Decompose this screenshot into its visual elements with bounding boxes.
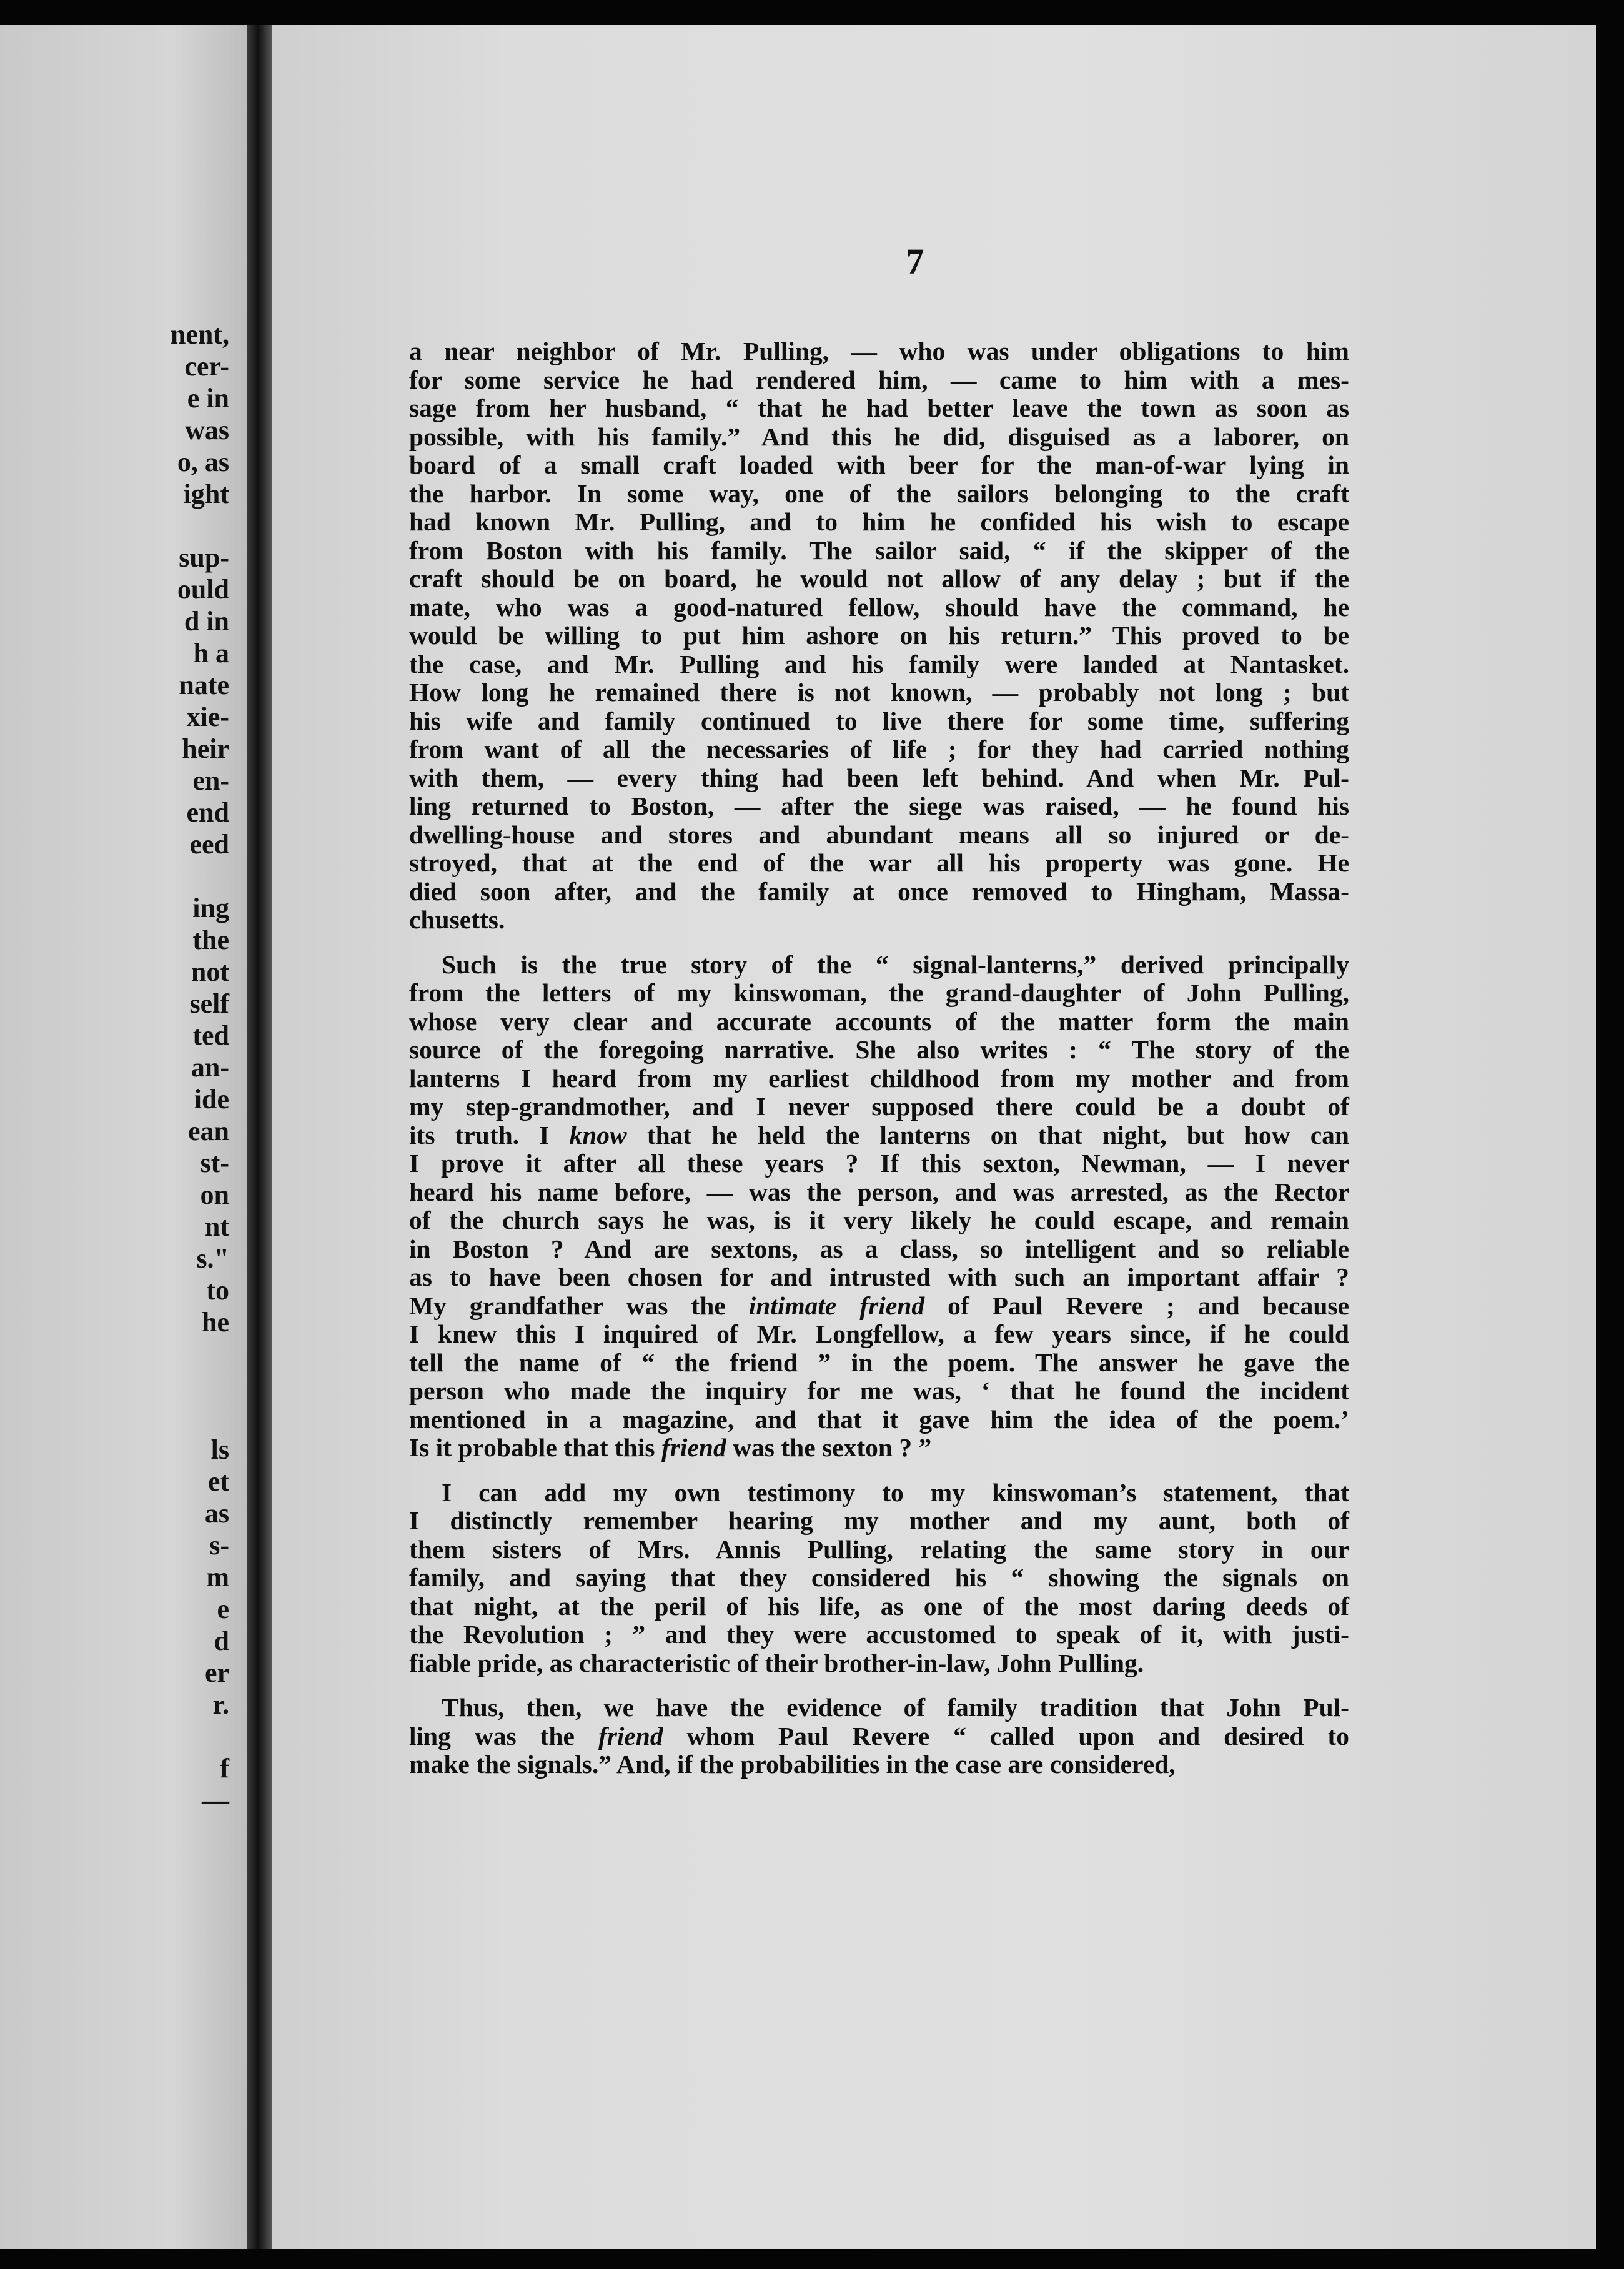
text-segment: them sisters of Mrs. Annis Pulling, relating the same story in our [409, 1534, 1349, 1564]
text-line [409, 735, 1349, 764]
paragraph [409, 1479, 1349, 1678]
left-fragment: an- [191, 1052, 229, 1083]
left-fragment: on [200, 1179, 229, 1210]
text-segment: fiable pride, as characteristic of their brother-in-law, John Pulling. [409, 1648, 1144, 1677]
left-fragment: he [202, 1307, 229, 1338]
left-fragment [154, 1402, 229, 1434]
text-segment: his wife and family continued to live there for some time, suffering [409, 706, 1349, 735]
left-fragment: nent, [170, 319, 229, 350]
text-line [409, 1722, 1349, 1751]
text-line [409, 1507, 1349, 1536]
book-gutter [247, 25, 272, 2249]
text-segment: board of a small craft loaded with beer for the man-of-war lying in [409, 450, 1349, 479]
left-fragment: nt [204, 1211, 229, 1242]
text-line [409, 1406, 1349, 1434]
left-fragment: e in [187, 383, 229, 414]
left-fragment: d [214, 1626, 229, 1656]
text-line [409, 1206, 1349, 1235]
paragraph [409, 1694, 1349, 1779]
paragraph [409, 951, 1349, 1462]
text-segment: for some service he had rendered him, — came to him with a mes- [409, 365, 1349, 394]
text-segment: my step-grandmother, and I never supposed there could be a doubt of [409, 1092, 1349, 1121]
text-segment: I distinctly remember hearing my mother and my aunt, both of [409, 1506, 1349, 1535]
left-page-edge [0, 25, 247, 2249]
text-segment: whom Paul Revere “ called upon and desired to [663, 1721, 1349, 1750]
text-segment: from Boston with his family. The sailor said, “ if the skipper of the [409, 535, 1349, 565]
left-fragment: self [189, 988, 229, 1019]
text-line [409, 1149, 1349, 1178]
text-segment: of the church says he was, is it very likely he could escape, and remain [409, 1206, 1349, 1234]
left-fragment [154, 1370, 229, 1402]
text-segment: ling returned to Boston, — after the siege was raised, — he found his [409, 792, 1349, 820]
left-fragment: s." [196, 1243, 229, 1274]
text-segment: Is it probable that this [409, 1433, 661, 1462]
text-segment: ling was the [409, 1721, 598, 1750]
text-segment: lanterns I heard from my earliest childhood from my mother and from [409, 1063, 1349, 1093]
text-line [409, 366, 1349, 395]
text-segment: possible, with his family.” And this he did, disguised as a laborer, on [409, 422, 1349, 451]
left-fragment: ing [192, 893, 229, 923]
left-fragment: o, as [177, 447, 229, 477]
text-segment: whose very clear and accurate accounts of the matter form the main [409, 1006, 1349, 1036]
left-fragment: sup- [179, 542, 229, 573]
left-fragment: d in [184, 606, 229, 637]
italic-text: friend [598, 1721, 663, 1750]
text-segment: that he held the lanterns on that night, but how can [626, 1120, 1349, 1149]
text-segment: family, and saying that they considered his “ showing the signals on [409, 1563, 1349, 1592]
text-line [409, 1093, 1349, 1121]
italic-text: know [569, 1120, 627, 1149]
text-segment: mentioned in a magazine, and that it gave him the idea of the poem.’ [409, 1404, 1349, 1434]
left-fragment: ight [183, 479, 229, 509]
text-segment: from want of all the necessaries of life ; for they had carried nothing [409, 735, 1349, 763]
text-line [409, 951, 1349, 980]
left-fragment: not [191, 956, 229, 987]
text-line [409, 792, 1349, 821]
text-segment: My grandfather was the [409, 1291, 749, 1320]
left-fragment: cer- [184, 351, 229, 382]
text-line [409, 1621, 1349, 1649]
left-fragment: end [186, 797, 229, 828]
left-fragment: et [207, 1466, 229, 1497]
text-segment: dwelling-house and stores and abundant means all so injured or de- [409, 820, 1349, 849]
text-segment: stroyed, that at the end of the war all his property was gone. He [409, 848, 1349, 877]
text-line [409, 1065, 1349, 1093]
text-segment: with them, — every thing had been left behind. And when Mr. Pul- [409, 763, 1349, 792]
text-line [409, 1536, 1349, 1564]
text-segment: that night, at the peril of his life, as one of the most daring deeds of [409, 1591, 1349, 1621]
text-line [409, 1349, 1349, 1378]
text-segment: Thus, then, we have the evidence of family tradition that John Pul- [442, 1693, 1349, 1722]
text-line [409, 764, 1349, 793]
left-fragment [154, 1338, 229, 1370]
left-fragment: r. [212, 1689, 229, 1720]
text-line [409, 622, 1349, 650]
text-line [409, 878, 1349, 906]
left-fragment: ide [194, 1084, 229, 1115]
text-segment: I can add my own testimony to my kinswoman’s statement, that [442, 1477, 1349, 1507]
text-line [409, 337, 1349, 366]
left-fragment: m [206, 1562, 229, 1592]
text-line [409, 1564, 1349, 1592]
text-segment: How long he remained there is not known, — probably not long ; but [409, 678, 1349, 707]
text-segment: was the sexton ? ” [726, 1433, 932, 1462]
text-line [409, 508, 1349, 537]
text-segment: the case, and Mr. Pulling and his family were landed at Nantasket. [409, 649, 1349, 678]
text-line [409, 979, 1349, 1008]
italic-text: friend [661, 1433, 726, 1462]
text-line [409, 1592, 1349, 1621]
text-segment: source of the foregoing narrative. She also writes : “ The story of the [409, 1035, 1349, 1064]
left-fragment: s- [209, 1530, 229, 1561]
left-fragment: nate [179, 670, 229, 700]
text-line [409, 1694, 1349, 1722]
text-segment: as to have been chosen for and intrusted with such an important affair ? [409, 1263, 1349, 1291]
italic-text: intimate friend [748, 1291, 925, 1320]
left-fragment: er [204, 1657, 229, 1688]
left-fragment: — [202, 1785, 229, 1815]
text-segment: sage from her husband, “ that he had better leave the town as soon as [409, 394, 1349, 422]
text-segment: the harbor. In some way, one of the sailors belonging to the craft [409, 479, 1349, 508]
text-segment: tell the name of “ the friend ” in the poem. The answer he gave the [409, 1348, 1349, 1377]
left-fragment: as [204, 1498, 229, 1529]
text-segment: chusetts. [409, 905, 505, 934]
text-segment: craft should be on board, he would not allow of any delay ; but if the [409, 564, 1349, 593]
left-fragment [154, 860, 229, 892]
text-line [409, 1036, 1349, 1065]
text-segment: person who made the inquiry for me was, ‘ that he found the incident [409, 1376, 1349, 1405]
text-segment: a near neighbor of Mr. Pulling, — who was under obligations to him [409, 337, 1349, 365]
text-line [409, 849, 1349, 878]
left-fragment [154, 1720, 229, 1752]
left-fragment: en- [192, 765, 229, 796]
left-fragment: heir [182, 733, 229, 764]
left-fragment: h a [193, 638, 229, 668]
text-segment: died soon after, and the family at once removed to Hingham, Massa- [409, 876, 1349, 906]
left-fragment: ls [210, 1434, 229, 1465]
text-line [409, 1479, 1349, 1507]
left-fragment [154, 510, 229, 542]
text-segment: Such is the true story of the “ signal-lanterns,” derived principally [442, 950, 1349, 979]
text-line [409, 1649, 1349, 1678]
text-segment: the Revolution ; ” and they were accustomed to speak of it, with justi- [409, 1620, 1349, 1649]
left-fragment: ean [188, 1116, 229, 1146]
left-fragment: ted [192, 1020, 229, 1051]
text-line [409, 565, 1349, 593]
text-segment: I knew this I inquired of Mr. Longfellow, a few years since, if he could [409, 1319, 1349, 1348]
left-fragment: f [220, 1753, 229, 1784]
left-fragment: the [192, 925, 229, 955]
left-fragment: st- [200, 1148, 229, 1178]
text-segment: of Paul Revere ; and because [924, 1291, 1349, 1320]
text-line [409, 650, 1349, 679]
text-line [409, 1434, 1349, 1462]
page-number: 7 [906, 241, 924, 282]
text-line [409, 480, 1349, 509]
text-segment: would be willing to put him ashore on his return.” This proved to be [409, 621, 1349, 650]
text-line [409, 1121, 1349, 1150]
left-fragment: was [185, 415, 229, 445]
text-line [409, 1263, 1349, 1292]
text-line [409, 1320, 1349, 1349]
text-line [409, 1377, 1349, 1406]
text-segment: its truth. I [409, 1120, 570, 1149]
left-fragment: eed [189, 829, 229, 860]
text-segment: I prove it after all these years ? If this sexton, Newman, — I never [409, 1149, 1349, 1178]
text-line [409, 906, 1349, 935]
left-fragment: ould [177, 574, 229, 605]
right-page [272, 25, 1596, 2249]
left-page-text-fragments [154, 319, 229, 1816]
text-line [409, 1235, 1349, 1264]
left-fragment: e [217, 1594, 229, 1624]
text-line [409, 707, 1349, 736]
text-line [409, 1292, 1349, 1321]
text-line [409, 537, 1349, 565]
text-line [409, 394, 1349, 423]
text-segment: had known Mr. Pulling, and to him he confided his wish to escape [409, 507, 1349, 536]
text-segment: from the letters of my kinswoman, the grand-daughter of John Pulling, [409, 978, 1349, 1007]
text-line [409, 593, 1349, 622]
text-line [409, 821, 1349, 850]
left-fragment: to [206, 1275, 229, 1306]
body-text [409, 337, 1349, 1779]
text-line [409, 451, 1349, 480]
text-line [409, 1008, 1349, 1036]
text-segment: heard his name before, — was the person, and was arrested, as the Rector [409, 1177, 1349, 1206]
paragraph [409, 337, 1349, 935]
text-segment: mate, who was a good-natured fellow, should have the command, he [409, 592, 1349, 622]
text-line [409, 423, 1349, 452]
text-line [409, 678, 1349, 707]
text-segment: in Boston ? And are sextons, as a class, so intelligent and so reliable [409, 1234, 1349, 1263]
left-fragment: xie- [186, 702, 229, 732]
text-line [409, 1750, 1349, 1779]
text-segment: make the signals.” And, if the probabilities in the case are considered, [409, 1750, 1176, 1779]
text-line [409, 1178, 1349, 1207]
